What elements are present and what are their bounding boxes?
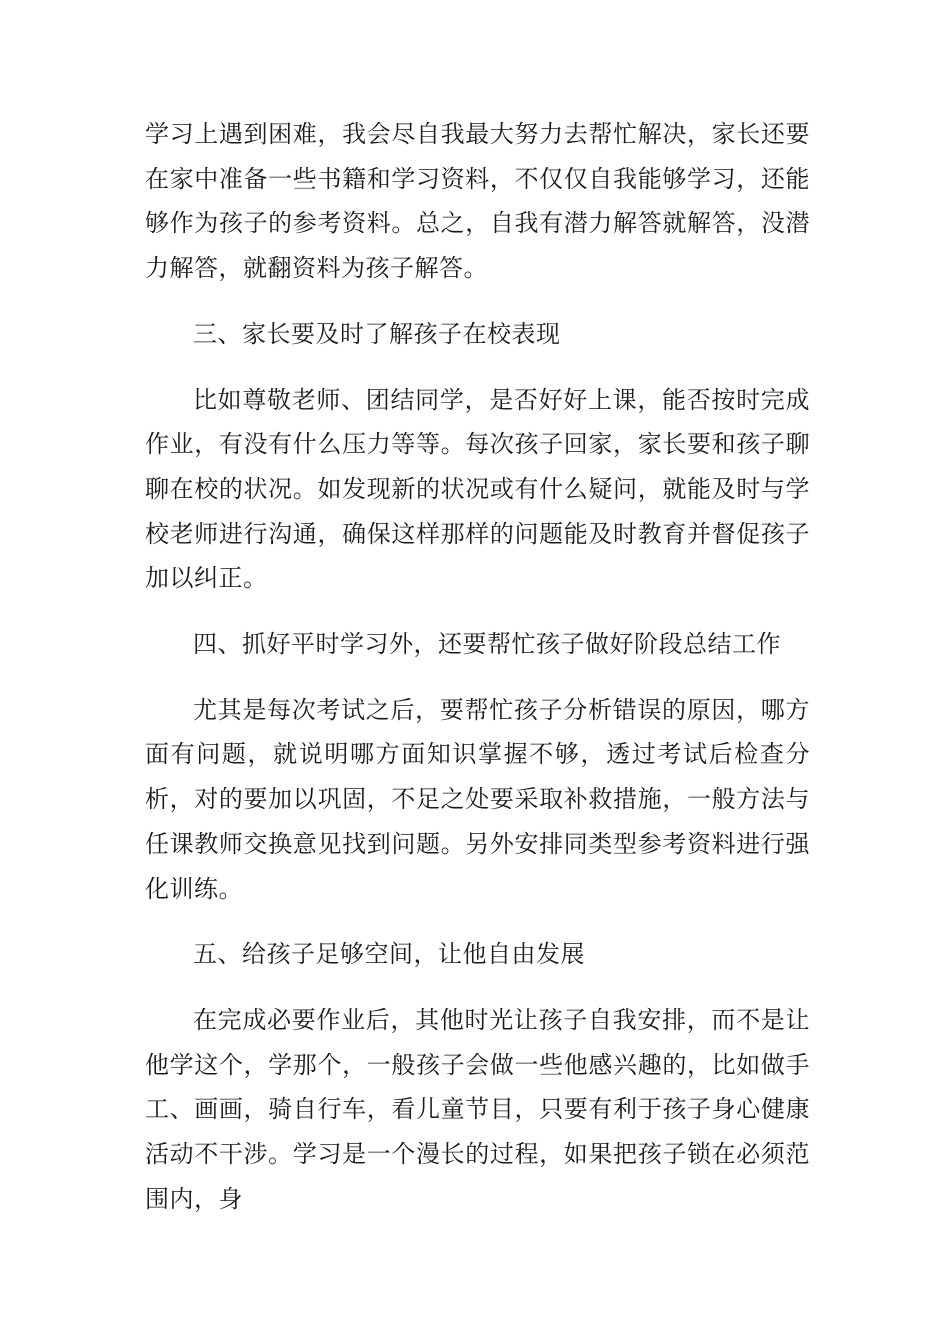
paragraph-school-performance: 比如尊敬老师、团结同学，是否好好上课，能否按时完成作业，有没有什么压力等等。每次孩子回家，家长要和孩子聊聊在校的状况。如发现新的状况或有什么疑问，就能及时与学校老师进行沟通，确保这样那样的问题能及时教育并督促孩子加以纠正。: [145, 385, 810, 593]
section-heading-3: 三、家长要及时了解孩子在校表现: [193, 319, 561, 348]
section-heading-5: 五、给孩子足够空间，让他自由发展: [193, 940, 585, 969]
paragraph-free-development: 在完成必要作业后，其他时光让孩子自我安排，而不是让他学这个，学那个，一般孩子会做一些他感兴趣的，比如做手工、画画，骑自行车，看儿童节目，只要有利于孩子身心健康活动不干涉。学习是一个漫长的过程，如果把孩子锁在必须范围内，身: [145, 1005, 810, 1213]
section-heading-4: 四、抓好平时学习外，还要帮忙孩子做好阶段总结工作: [193, 630, 781, 659]
document-body: [145, 112, 810, 1242]
paragraph-stage-summary: 尤其是每次考试之后，要帮忙孩子分析错误的原因，哪方面有问题，就说明哪方面知识掌握不够，透过考试后检查分析，对的要加以巩固，不足之处要采取补救措施，一般方法与任课教师交换意见找到问题。另外安排同类型参考资料进行强化训练。: [145, 695, 810, 903]
paragraph-continuation: 学习上遇到困难，我会尽自我最大努力去帮忙解决，家长还要在家中准备一些书籍和学习资料，不仅仅自我能够学习，还能够作为孩子的参考资料。总之，自我有潜力解答就解答，没潜力解答，就翻资料为孩子解答。: [145, 120, 810, 283]
